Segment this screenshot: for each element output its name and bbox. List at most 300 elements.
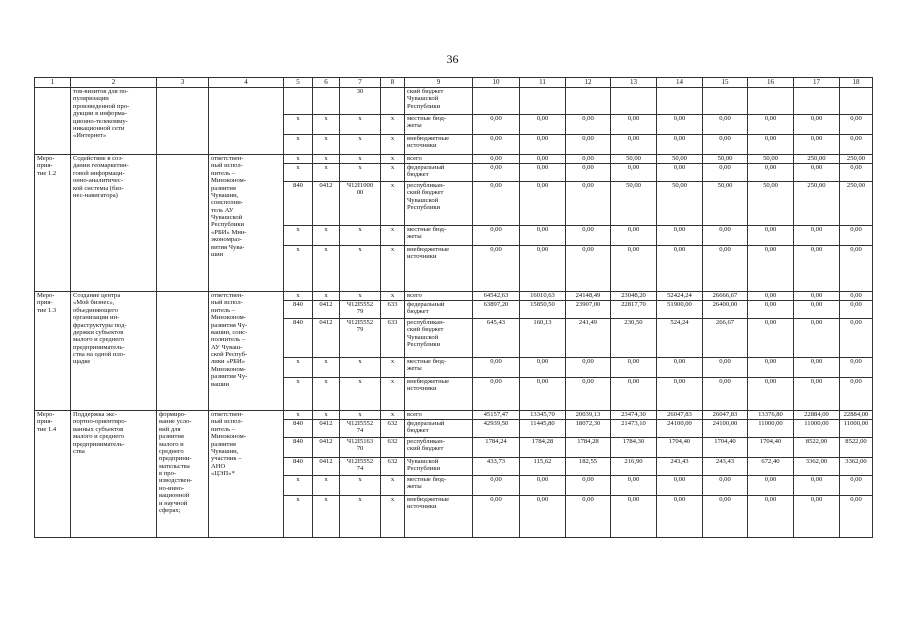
amount-cell: 23907,00: [566, 301, 611, 319]
amount-cell: 3362,00: [840, 458, 873, 476]
amount-cell: 0,00: [520, 226, 566, 246]
amount-cell: 0,00: [611, 164, 657, 182]
amount-cell: 0,00: [703, 246, 748, 292]
amount-cell: 22817,70: [611, 301, 657, 319]
amount-cell: 0,00: [473, 155, 520, 164]
code-grbs: 840: [284, 301, 313, 319]
header-cell-16: 16: [748, 78, 794, 88]
code-target-item: x: [340, 411, 381, 420]
funding-source: федеральный бюджет: [405, 301, 473, 319]
amount-cell: 0,00: [840, 358, 873, 378]
code-target-item: x: [340, 496, 381, 538]
amount-cell: 42939,50: [473, 420, 520, 438]
amount-cell: 0,00: [748, 319, 794, 358]
amount-cell: 250,00: [794, 155, 840, 164]
amount-cell: 0,00: [520, 155, 566, 164]
funding-source: федеральный бюджет: [405, 420, 473, 438]
table-row: [35, 411, 873, 420]
amount-cell: 0,00: [520, 182, 566, 226]
amount-cell: 0,00: [657, 226, 703, 246]
table-row: [35, 88, 873, 115]
amount-cell: 0,00: [794, 164, 840, 182]
measure-number: Меро- прия- тие 1.2: [35, 155, 71, 292]
amount-cell: 26047,83: [703, 411, 748, 420]
code-grbs: 840: [284, 420, 313, 438]
amount-cell: 0,00: [657, 476, 703, 496]
amount-cell: [520, 88, 566, 115]
funding-source: всего: [405, 155, 473, 164]
code-target-item: x: [340, 226, 381, 246]
amount-cell: 0,00: [473, 135, 520, 155]
amount-cell: 0,00: [840, 476, 873, 496]
amount-cell: 0,00: [794, 358, 840, 378]
code-section: x: [313, 476, 340, 496]
code-grbs: 840: [284, 458, 313, 476]
measure-name: тов-визитов для по- пуляризации произведенной про- дукции в информа- ционно-телекомму- никационной сети «Интернет»: [71, 88, 157, 155]
amount-cell: 0,00: [748, 135, 794, 155]
code-grbs: 840: [284, 319, 313, 358]
amount-cell: 182,55: [566, 458, 611, 476]
amount-cell: 50,00: [748, 155, 794, 164]
amount-cell: [657, 88, 703, 115]
amount-cell: 0,00: [840, 292, 873, 301]
measure-executor: [209, 88, 284, 155]
code-expense-group: 632: [381, 438, 405, 458]
amount-cell: 50,00: [657, 182, 703, 226]
amount-cell: 64542,63: [473, 292, 520, 301]
code-grbs: 840: [284, 438, 313, 458]
funding-source: внебюджетные источники: [405, 496, 473, 538]
amount-cell: 26400,00: [703, 301, 748, 319]
funding-source: республикан- ский бюджет Чувашской Республики: [405, 182, 473, 226]
amount-cell: 50,00: [703, 182, 748, 226]
amount-cell: 13376,80: [748, 411, 794, 420]
measure-executor: ответствен- ный испол- нитель – Минэконом- развития Чувашии, участник – АНО «ЦЭП»*: [209, 411, 284, 538]
code-expense-group: x: [381, 182, 405, 226]
code-section: x: [313, 292, 340, 301]
amount-cell: 0,00: [566, 226, 611, 246]
header-cell-2: 2: [71, 78, 157, 88]
amount-cell: 0,00: [794, 496, 840, 538]
amount-cell: [611, 88, 657, 115]
code-expense-group: x: [381, 226, 405, 246]
header-cell-3: 3: [157, 78, 209, 88]
amount-cell: 0,00: [657, 115, 703, 135]
amount-cell: 0,00: [657, 246, 703, 292]
budget-table: [34, 77, 873, 538]
code-target-item: x: [340, 476, 381, 496]
funding-source: внебюджетные источники: [405, 135, 473, 155]
amount-cell: 24148,49: [566, 292, 611, 301]
code-target-item: x: [340, 135, 381, 155]
code-grbs: x: [284, 292, 313, 301]
amount-cell: 50,00: [703, 155, 748, 164]
code-grbs: x: [284, 115, 313, 135]
amount-cell: 0,00: [703, 226, 748, 246]
amount-cell: 0,00: [520, 378, 566, 411]
amount-cell: 0,00: [520, 164, 566, 182]
amount-cell: 0,00: [520, 115, 566, 135]
amount-cell: 0,00: [657, 378, 703, 411]
amount-cell: 26047,83: [657, 411, 703, 420]
amount-cell: [703, 88, 748, 115]
measure-name: Поддержка экс- портно-ориентиро- ванных субъектов малого и среднего предприниматель- ства: [71, 411, 157, 538]
code-section: x: [313, 496, 340, 538]
code-grbs: x: [284, 135, 313, 155]
amount-cell: 0,00: [703, 378, 748, 411]
amount-cell: [748, 88, 794, 115]
amount-cell: 0,00: [748, 476, 794, 496]
amount-cell: 0,00: [611, 496, 657, 538]
amount-cell: 50,00: [657, 155, 703, 164]
amount-cell: 1704,40: [657, 438, 703, 458]
code-target-item: Ч12I5163 70: [340, 438, 381, 458]
header-cell-10: 10: [473, 78, 520, 88]
code-expense-group: x: [381, 496, 405, 538]
code-grbs: x: [284, 476, 313, 496]
amount-cell: 8522,00: [794, 438, 840, 458]
funding-source: федеральный бюджет: [405, 164, 473, 182]
measure-goal: формиро- вание усло- вий для развития малого и среднего предприни- мательства в про- изводствен- но-инно- вационной и научной сферах;: [157, 411, 209, 538]
amount-cell: 0,00: [703, 115, 748, 135]
amount-cell: 0,00: [611, 246, 657, 292]
code-grbs: x: [284, 155, 313, 164]
funding-source: внебюджетные источники: [405, 246, 473, 292]
amount-cell: 0,00: [566, 378, 611, 411]
amount-cell: 1784,30: [611, 438, 657, 458]
amount-cell: 0,00: [611, 226, 657, 246]
amount-cell: 0,00: [794, 319, 840, 358]
code-section: x: [313, 155, 340, 164]
measure-number: Меро- прия- тие 1.4: [35, 411, 71, 538]
amount-cell: 0,00: [520, 476, 566, 496]
amount-cell: 0,00: [520, 135, 566, 155]
code-section: 0412: [313, 182, 340, 226]
header-cell-1: 1: [35, 78, 71, 88]
code-section: x: [313, 135, 340, 155]
amount-cell: 52424,24: [657, 292, 703, 301]
amount-cell: [794, 88, 840, 115]
measure-goal: [157, 88, 209, 155]
amount-cell: 11000,00: [840, 420, 873, 438]
amount-cell: 0,00: [794, 476, 840, 496]
amount-cell: 0,00: [473, 164, 520, 182]
funding-source: республикан- ский бюджет: [405, 438, 473, 458]
header-cell-6: 6: [313, 78, 340, 88]
header-cell-9: 9: [405, 78, 473, 88]
amount-cell: [473, 88, 520, 115]
amount-cell: 0,00: [748, 164, 794, 182]
amount-cell: 0,00: [566, 164, 611, 182]
amount-cell: 250,00: [840, 182, 873, 226]
amount-cell: 11000,00: [794, 420, 840, 438]
amount-cell: 0,00: [703, 476, 748, 496]
amount-cell: 0,00: [566, 496, 611, 538]
amount-cell: 0,00: [748, 246, 794, 292]
amount-cell: 0,00: [566, 182, 611, 226]
amount-cell: 0,00: [473, 246, 520, 292]
code-target-item: x: [340, 292, 381, 301]
amount-cell: 0,00: [748, 301, 794, 319]
code-target-item: x: [340, 164, 381, 182]
amount-cell: 0,00: [611, 135, 657, 155]
amount-cell: 1784,28: [566, 438, 611, 458]
code-section: 0412: [313, 420, 340, 438]
amount-cell: 0,00: [473, 378, 520, 411]
amount-cell: 0,00: [566, 476, 611, 496]
table-row: [35, 292, 873, 301]
code-expense-group: x: [381, 378, 405, 411]
amount-cell: 26666,67: [703, 292, 748, 301]
amount-cell: 0,00: [473, 358, 520, 378]
code-target-item: x: [340, 115, 381, 135]
code-section: 0412: [313, 458, 340, 476]
code-grbs: x: [284, 378, 313, 411]
code-grbs: x: [284, 246, 313, 292]
code-target-item: Ч12I1000 00: [340, 182, 381, 226]
amount-cell: 0,00: [840, 378, 873, 411]
header-cell-8: 8: [381, 78, 405, 88]
amount-cell: 1784,24: [473, 438, 520, 458]
amount-cell: 8522,00: [840, 438, 873, 458]
code-target-item: Ч12I5552 79: [340, 319, 381, 358]
amount-cell: 0,00: [840, 135, 873, 155]
amount-cell: 243,43: [657, 458, 703, 476]
measure-goal: [157, 292, 209, 411]
funding-source: республикан- ский бюджет Чувашской Республики: [405, 319, 473, 358]
amount-cell: 13345,70: [520, 411, 566, 420]
header-cell-4: 4: [209, 78, 284, 88]
header-cell-7: 7: [340, 78, 381, 88]
code-section: x: [313, 164, 340, 182]
amount-cell: 1704,40: [748, 438, 794, 458]
code-expense-group: x: [381, 155, 405, 164]
amount-cell: 230,50: [611, 319, 657, 358]
header-cell-18: 18: [840, 78, 873, 88]
amount-cell: 243,43: [703, 458, 748, 476]
measure-executor: ответствен- ный испол- нитель – Минэконом- развития Чувашии, соисполни- тель АУ Чувашской Республики «РБИ» Мин- экономраз- вития Чува- шии: [209, 155, 284, 292]
amount-cell: 0,00: [840, 301, 873, 319]
code-section: x: [313, 358, 340, 378]
amount-cell: 0,00: [840, 115, 873, 135]
code-expense-group: 632: [381, 420, 405, 438]
amount-cell: 0,00: [520, 496, 566, 538]
amount-cell: 0,00: [840, 319, 873, 358]
amount-cell: 0,00: [520, 246, 566, 292]
measure-number: Меро- прия- тие 1.3: [35, 292, 71, 411]
funding-source: всего: [405, 292, 473, 301]
amount-cell: 0,00: [748, 292, 794, 301]
amount-cell: 0,00: [794, 378, 840, 411]
code-expense-group: x: [381, 164, 405, 182]
amount-cell: 0,00: [703, 358, 748, 378]
amount-cell: 0,00: [748, 115, 794, 135]
measure-name: Создание центра «Мой бизнес», объединяющего организации ин- фраструктуры под- держки субъектов малого и среднего предприниматель- ства на одной пло- щадке: [71, 292, 157, 411]
amount-cell: 45157,47: [473, 411, 520, 420]
amount-cell: 0,00: [840, 496, 873, 538]
funding-source: всего: [405, 411, 473, 420]
code-expense-group: x: [381, 476, 405, 496]
measure-goal: [157, 155, 209, 292]
amount-cell: 0,00: [473, 476, 520, 496]
amount-cell: 0,00: [748, 226, 794, 246]
amount-cell: 250,00: [840, 155, 873, 164]
amount-cell: 18072,30: [566, 420, 611, 438]
page-number: 36: [446, 52, 459, 66]
code-expense-group: 633: [381, 319, 405, 358]
amount-cell: 250,00: [794, 182, 840, 226]
amount-cell: 16010,63: [520, 292, 566, 301]
code-target-item: x: [340, 358, 381, 378]
measure-executor: ответствен- ный испол- нитель – Минэконом- развития Чу- вашии, соис- полнитель – АУ Чуваш- ской Респуб- лики «РБИ» Минэконом- развития Чу- вашии: [209, 292, 284, 411]
amount-cell: 50,00: [611, 182, 657, 226]
amount-cell: 0,00: [657, 135, 703, 155]
amount-cell: 0,00: [566, 246, 611, 292]
amount-cell: 672,40: [748, 458, 794, 476]
code-target-item: Ч12I5552 79: [340, 301, 381, 319]
amount-cell: 160,13: [520, 319, 566, 358]
amount-cell: 645,43: [473, 319, 520, 358]
amount-cell: 50,00: [611, 155, 657, 164]
amount-cell: 0,00: [520, 358, 566, 378]
amount-cell: 1784,28: [520, 438, 566, 458]
amount-cell: 0,00: [794, 246, 840, 292]
amount-cell: 15850,50: [520, 301, 566, 319]
amount-cell: 3362,00: [794, 458, 840, 476]
header-cell-14: 14: [657, 78, 703, 88]
code-grbs: x: [284, 358, 313, 378]
measure-name: Содействие в соз- дании геомаркетин- говой информаци- онно-аналитичес- кой системы (биз- нес-навигатора): [71, 155, 157, 292]
amount-cell: 0,00: [703, 164, 748, 182]
amount-cell: [840, 88, 873, 115]
code-grbs: x: [284, 496, 313, 538]
amount-cell: 23474,30: [611, 411, 657, 420]
amount-cell: 63897,20: [473, 301, 520, 319]
funding-source: ский бюджет Чувашской Республики: [405, 88, 473, 115]
code-target-item: Ч12I5552 74: [340, 420, 381, 438]
amount-cell: 0,00: [748, 358, 794, 378]
table-row: [35, 155, 873, 164]
amount-cell: 0,00: [566, 135, 611, 155]
code-expense-group: 632: [381, 458, 405, 476]
amount-cell: 50,00: [748, 182, 794, 226]
amount-cell: 0,00: [794, 226, 840, 246]
header-cell-5: 5: [284, 78, 313, 88]
amount-cell: 0,00: [566, 115, 611, 135]
code-section: x: [313, 411, 340, 420]
code-section: 0412: [313, 319, 340, 358]
amount-cell: 51900,00: [657, 301, 703, 319]
code-target-item: 30: [340, 88, 381, 115]
code-expense-group: x: [381, 246, 405, 292]
header-cell-11: 11: [520, 78, 566, 88]
amount-cell: 241,49: [566, 319, 611, 358]
amount-cell: 115,62: [520, 458, 566, 476]
code-section: x: [313, 246, 340, 292]
code-section: x: [313, 115, 340, 135]
amount-cell: 0,00: [611, 476, 657, 496]
funding-source: местные бюд- жеты: [405, 115, 473, 135]
amount-cell: 433,73: [473, 458, 520, 476]
amount-cell: 266,67: [703, 319, 748, 358]
amount-cell: 0,00: [794, 135, 840, 155]
funding-source: местные бюд- жеты: [405, 358, 473, 378]
header-cell-15: 15: [703, 78, 748, 88]
code-grbs: x: [284, 226, 313, 246]
amount-cell: 22884,00: [794, 411, 840, 420]
measure-number: [35, 88, 71, 155]
code-section: x: [313, 226, 340, 246]
amount-cell: 23048,20: [611, 292, 657, 301]
amount-cell: 24100,00: [703, 420, 748, 438]
code-expense-group: 633: [381, 301, 405, 319]
code-target-item: Ч12I5552 74: [340, 458, 381, 476]
amount-cell: 0,00: [657, 164, 703, 182]
amount-cell: 20039,13: [566, 411, 611, 420]
amount-cell: 0,00: [566, 358, 611, 378]
code-grbs: x: [284, 164, 313, 182]
code-expense-group: x: [381, 135, 405, 155]
amount-cell: 0,00: [748, 496, 794, 538]
code-expense-group: [381, 88, 405, 115]
amount-cell: 0,00: [703, 496, 748, 538]
funding-source: местные бюд- жеты: [405, 476, 473, 496]
amount-cell: 1704,40: [703, 438, 748, 458]
amount-cell: 0,00: [657, 358, 703, 378]
amount-cell: 22884,00: [840, 411, 873, 420]
amount-cell: [566, 88, 611, 115]
code-expense-group: x: [381, 115, 405, 135]
funding-source: внебюджетные источники: [405, 378, 473, 411]
amount-cell: 0,00: [703, 135, 748, 155]
amount-cell: 24100,00: [657, 420, 703, 438]
code-grbs: 840: [284, 182, 313, 226]
code-grbs: x: [284, 411, 313, 420]
amount-cell: 0,00: [794, 301, 840, 319]
amount-cell: 0,00: [611, 115, 657, 135]
header-cell-13: 13: [611, 78, 657, 88]
code-section: 0412: [313, 438, 340, 458]
code-expense-group: x: [381, 292, 405, 301]
code-section: [313, 88, 340, 115]
code-section: x: [313, 378, 340, 411]
code-expense-group: x: [381, 411, 405, 420]
header-cell-12: 12: [566, 78, 611, 88]
amount-cell: 0,00: [473, 496, 520, 538]
amount-cell: 21473,10: [611, 420, 657, 438]
header-cell-17: 17: [794, 78, 840, 88]
amount-cell: 0,00: [794, 115, 840, 135]
code-grbs: [284, 88, 313, 115]
amount-cell: 0,00: [840, 246, 873, 292]
code-expense-group: x: [381, 358, 405, 378]
funding-source: местные бюд- жеты: [405, 226, 473, 246]
funding-source: Чувашской Республики: [405, 458, 473, 476]
amount-cell: 0,00: [840, 164, 873, 182]
amount-cell: 216,90: [611, 458, 657, 476]
amount-cell: 0,00: [473, 182, 520, 226]
amount-cell: 11000,00: [748, 420, 794, 438]
amount-cell: 0,00: [611, 378, 657, 411]
amount-cell: 0,00: [748, 378, 794, 411]
code-target-item: x: [340, 378, 381, 411]
code-target-item: x: [340, 155, 381, 164]
amount-cell: 0,00: [611, 358, 657, 378]
table-header: [35, 78, 873, 88]
amount-cell: 0,00: [566, 155, 611, 164]
amount-cell: 524,24: [657, 319, 703, 358]
code-target-item: x: [340, 246, 381, 292]
